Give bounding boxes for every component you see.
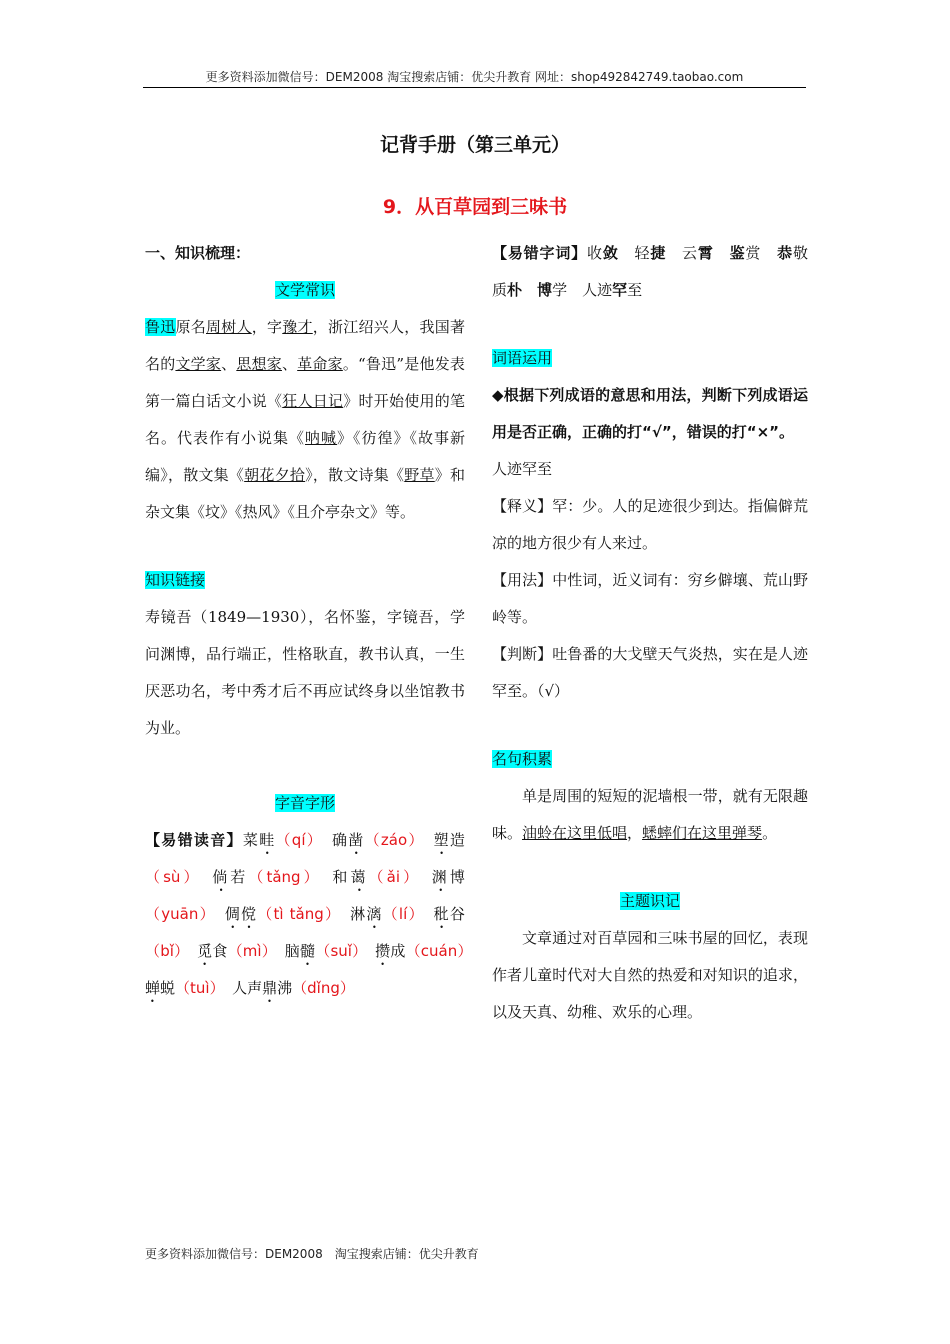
pronunciation-item: 攒成（cuán） xyxy=(375,942,465,960)
pronunciation-item: 倘若（tǎng） xyxy=(212,868,315,886)
section-title-knowledge: 一、知识梳理： xyxy=(145,244,251,262)
pronunciation-item: 脑髓（suǐ） xyxy=(284,942,360,960)
idiom-usage: 【用法】中性词，近义词有：穷乡僻壤、荒山野岭等。 xyxy=(492,571,808,626)
typo-item: 恭敬 xyxy=(777,244,808,262)
lesson-title: 9．从百草园到三味书 xyxy=(382,196,568,218)
idiom-judgement: 【判断】吐鲁番的大戈壁天气炎热，实在是人迹罕至。（√） xyxy=(492,645,808,700)
label-word-usage: 词语运用 xyxy=(492,349,553,367)
label-knowledge-link: 知识链接 xyxy=(145,571,206,589)
diamond-bullet-icon: ◆ xyxy=(492,386,504,404)
pronunciation-item: 倜傥（tì tǎng） xyxy=(224,905,334,923)
idiom: 人迹罕至 xyxy=(492,460,553,478)
pronunciation-item: 确凿（záo） xyxy=(331,831,418,849)
pronunciation-item: 塑造（sù） xyxy=(145,831,465,886)
label-sound-shape: 字音字形 xyxy=(274,794,335,812)
document-title: 记背手册（第三单元） xyxy=(379,134,570,156)
famous-quote: 单是周围的短短的泥墙根一带，就有无限趣味。油蛉在这里低唱，蟋蟀们在这里弹琴。 xyxy=(492,787,808,842)
label-famous-quotes: 名句积累 xyxy=(492,750,553,768)
typo-item: 云霄 xyxy=(682,244,714,262)
label-literature: 文学常识 xyxy=(274,281,335,299)
typo-item: 轻捷 xyxy=(634,244,667,262)
pronunciation-item: 觅食（mì） xyxy=(197,942,270,960)
page-footer: 更多资料添加微信号：DEM2008 淘宝搜索店铺：优尖升教育 xyxy=(145,1247,479,1261)
usage-task: ◆根据下列成语的意思和用法，判断下列成语运用是否正确，正确的打“√”，错误的打“×”。 xyxy=(492,386,808,441)
left-column xyxy=(145,235,465,1007)
right-column xyxy=(492,235,808,1031)
typo-item: 鉴赏 xyxy=(729,244,762,262)
knowledge-link-text: 寿镜吾（1849—1930），名怀鉴，字镜吾，学问渊博，品行端正，性格耿直，教书认真，一生厌恶功名，考中秀才后不再应试终身以坐馆教书为业。 xyxy=(145,608,465,737)
idiom-meaning: 【释义】罕：少。人的足迹很少到达。指偏僻荒凉的地方很少有人来过。 xyxy=(492,497,808,552)
typo-item: 收敛 xyxy=(586,244,619,262)
pronunciation-item: 和蔼（ǎi） xyxy=(332,868,414,886)
pronunciation-item: 淋漓（lí） xyxy=(350,905,418,923)
label-theme: 主题识记 xyxy=(619,892,680,910)
header-rule xyxy=(143,87,806,88)
typo-item: 质朴 xyxy=(492,281,523,299)
pronunciation-item: 菜畦（qí） xyxy=(242,831,316,849)
pronunciation-list: 【易错读音】菜畦（qí） 确凿（záo） 塑造（sù） 倘若（tǎng） 和蔼（ǎi） 渊博（yuān） 倜傥（tì tǎng） 淋漓（lí） 秕谷（bǐ） 觅食（mì） 脑髓（suǐ） 攒成（cuán） 蝉蜕（tuì） 人声鼎沸（dǐng） xyxy=(145,822,465,1007)
pronunciation-item: 秕谷（bǐ） xyxy=(145,905,465,960)
typo-item: 人迹罕至 xyxy=(582,281,643,299)
page-header: 更多资料添加微信号：DEM2008 淘宝搜索店铺：优尖升教育 网址：shop492842749.taobao.com xyxy=(205,70,744,84)
pronunciation-item: 人声鼎沸（dǐng） xyxy=(232,979,355,997)
theme-text: 文章通过对百草园和三味书屋的回忆，表现作者儿童时代对大自然的热爱和对知识的追求，以及天真、幼稚、欢乐的心理。 xyxy=(492,929,808,1021)
typo-item: 博学 xyxy=(537,281,568,299)
typo-list: 【易错字词】收敛 轻捷 云霄 鉴赏 恭敬 质朴 博学 人迹罕至 xyxy=(492,235,808,309)
pronunciation-item: 渊博（yuān） xyxy=(145,868,465,923)
literature-paragraph: 鲁迅原名周树人，字豫才，浙江绍兴人，我国著名的文学家、思想家、革命家。“鲁迅”是他发表第一篇白话文小说《狂人日记》时开始使用的笔名。代表作有小说集《呐喊》《彷徨》《故事新编》，散文集《朝花夕拾》，散文诗集《野草》和杂文集《坟》《热风》《且介亭杂文》等。 xyxy=(145,318,465,521)
pronunciation-item: 蝉蜕（tuì） xyxy=(145,979,218,997)
